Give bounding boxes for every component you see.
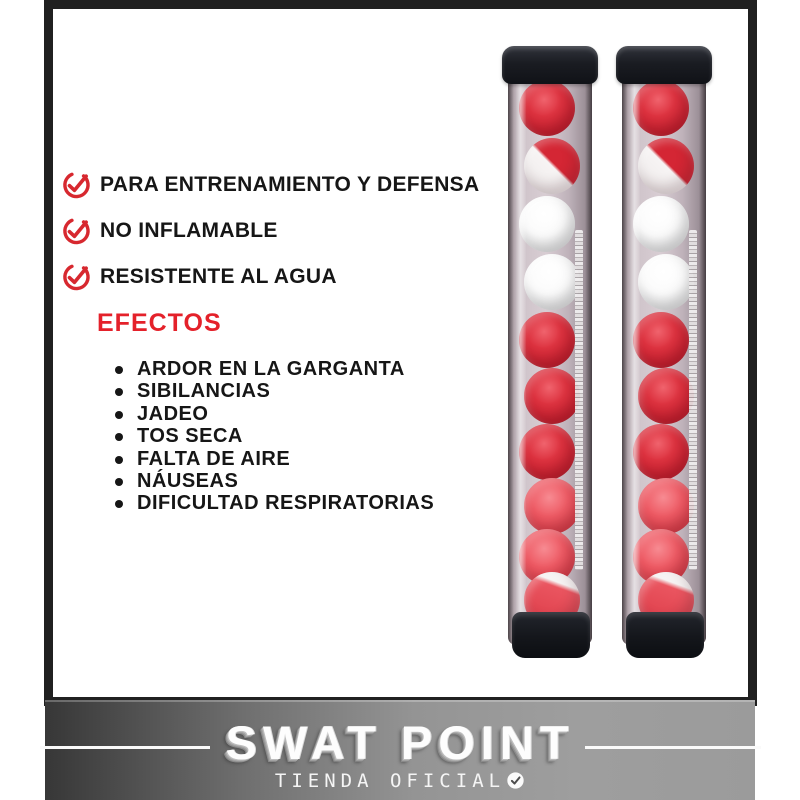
tube-body [622, 75, 706, 645]
product-tube-2 [618, 46, 710, 660]
feature-label: PARA ENTRENAMIENTO Y DEFENSA [100, 173, 480, 196]
check-circle-icon [62, 216, 92, 246]
paintball-white [519, 196, 575, 252]
brand-title: SWAT POINT [225, 716, 575, 769]
feature-label: RESISTENTE AL AGUA [100, 265, 337, 288]
tube-cap-bottom [626, 612, 704, 658]
paintball-red [638, 368, 694, 424]
paintball-white [638, 254, 694, 310]
effect-item: NÁUSEAS [113, 470, 434, 492]
feature-row [62, 170, 479, 200]
effect-item: TOS SECA [113, 425, 434, 447]
feature-row [62, 262, 479, 292]
glass-highlight [629, 75, 640, 645]
tube-cap-bottom [512, 612, 590, 658]
feature-label: NO INFLAMABLE [100, 219, 278, 242]
footer-banner [45, 700, 755, 800]
tube-cap-top [502, 46, 598, 84]
paintball-red [633, 424, 689, 480]
store-subtitle-label: TIENDA OFICIAL [274, 770, 506, 792]
decorative-line-left [40, 746, 210, 749]
paintball-half-red-white [524, 138, 580, 194]
tube-label-sticker [689, 230, 697, 570]
tube-label-sticker [575, 230, 583, 570]
paintball-red [519, 80, 575, 136]
features-list [62, 170, 479, 308]
decorative-line-right [585, 746, 761, 749]
paintball-half-red-white [638, 138, 694, 194]
paintball-red [519, 312, 575, 368]
store-subtitle [45, 770, 755, 792]
paintball-red [633, 80, 689, 136]
paintball-red [524, 368, 580, 424]
tube-body [508, 75, 592, 645]
paintball-white [524, 254, 580, 310]
paintball-red [519, 424, 575, 480]
effect-item: JADEO [113, 403, 434, 425]
glass-highlight [515, 75, 526, 645]
verified-badge-icon [506, 771, 525, 790]
effect-item: DIFICULTAD RESPIRATORIAS [113, 492, 434, 514]
product-tube-1 [504, 46, 596, 660]
effects-title: EFECTOS [97, 309, 222, 337]
check-circle-icon [62, 170, 92, 200]
effect-item: ARDOR EN LA GARGANTA [113, 358, 434, 380]
paintball-red [633, 312, 689, 368]
paintball-red-light [524, 478, 580, 534]
check-circle-icon [62, 262, 92, 292]
tube-cap-top [616, 46, 712, 84]
feature-row [62, 216, 479, 246]
paintball-red-light [638, 478, 694, 534]
paintball-white [633, 196, 689, 252]
effects-list [113, 358, 434, 515]
effect-item: FALTA DE AIRE [113, 448, 434, 470]
effect-item: SIBILANCIAS [113, 380, 434, 402]
